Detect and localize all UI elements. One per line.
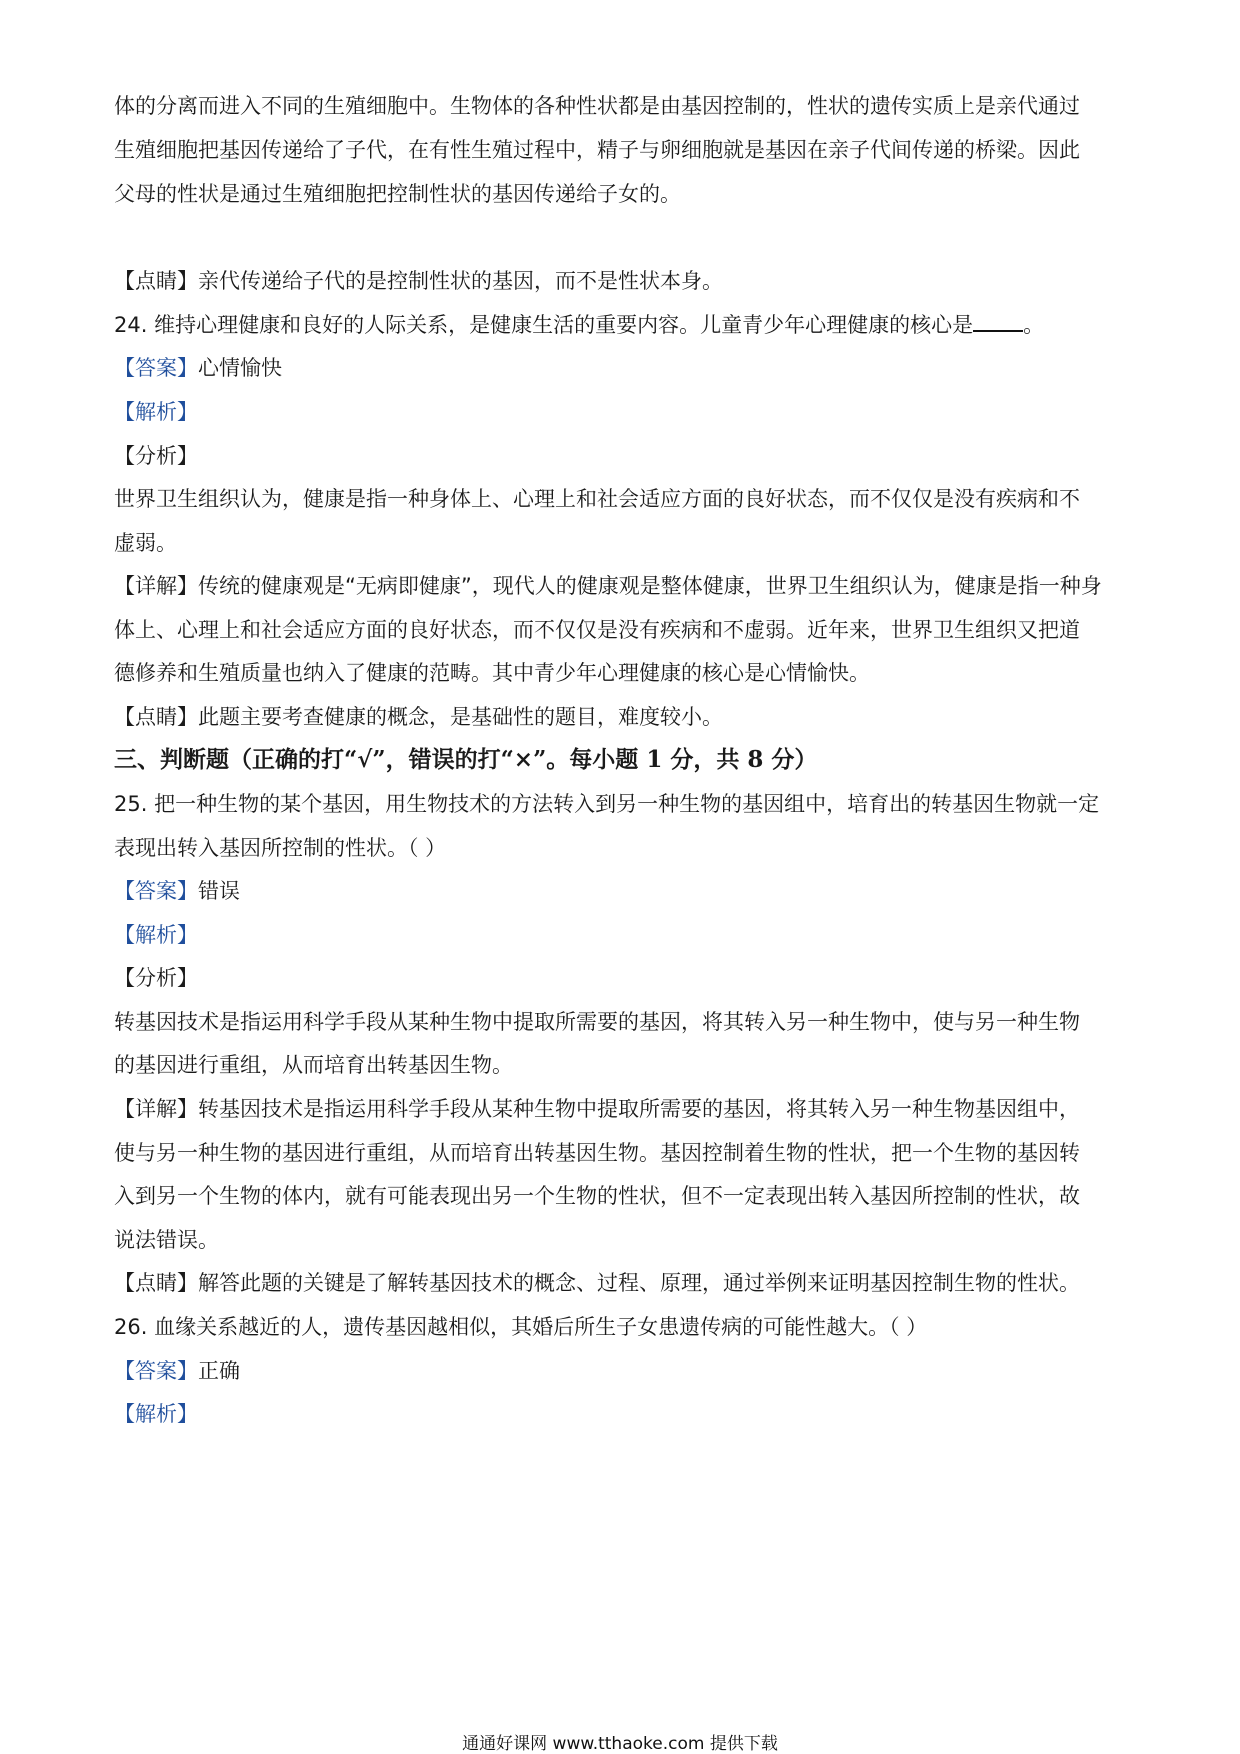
answer-text: 错误 [198, 879, 240, 903]
q25-detail-line-3: 入到另一个生物的体内，就有可能表现出另一个生物的性状，但不一定表现出转入基因所控制的性状，故 [114, 1184, 1080, 1208]
intro-line-1: 体的分离而进入不同的生殖细胞中。生物体的各种性状都是由基因控制的，性状的遗传实质上是亲代通过 [114, 94, 1080, 118]
q24-detail-line-3: 德修养和生殖质量也纳入了健康的范畴。其中青少年心理健康的核心是心情愉快。 [114, 661, 870, 685]
answer-tag: 【答案】 [114, 879, 198, 903]
q25-detail-line-4: 说法错误。 [114, 1228, 219, 1252]
q25-analysis-tag: 【解析】 [114, 923, 198, 947]
answer-blank [973, 312, 1023, 332]
q24-detail-line-2: 体上、心理上和社会适应方面的良好状态，而不仅仅是没有疾病和不虚弱。近年来，世界卫生组织又把道 [114, 618, 1080, 642]
q24-detail-line-1: 【详解】传统的健康观是“无病即健康”，现代人的健康观是整体健康，世界卫生组织认为，健康是指一种身 [114, 574, 1102, 598]
q25-fenxi-line-1: 转基因技术是指运用科学手段从某种生物中提取所需要的基因，将其转入另一种生物中，使与另一种生物 [114, 1010, 1080, 1034]
q23-note: 【点睛】亲代传递给子代的是控制性状的基因，而不是性状本身。 [114, 269, 723, 293]
page-footer: 通通好课网 www.tthaoke.com 提供下载 [462, 1734, 778, 1754]
q25-note: 【点睛】解答此题的关键是了解转基因技术的概念、过程、原理，通过举例来证明基因控制生物的性状。 [114, 1271, 1080, 1295]
answer-tag: 【答案】 [114, 1359, 198, 1383]
q24-question [114, 310, 1129, 340]
q25-answer [114, 876, 1129, 906]
q25-fenxi-tag: 【分析】 [114, 966, 198, 990]
section-3-title: 三、判断题（正确的打“√”，错误的打“×”。每小题 1 分，共 8 分） [114, 746, 818, 773]
q24-question-end: 。 [1023, 313, 1045, 337]
q25-detail-line-2: 使与另一种生物的基因进行重组，从而培育出转基因生物。基因控制着生物的性状，把一个生物的基因转 [114, 1141, 1080, 1165]
q25-fenxi-line-2: 的基因进行重组，从而培育出转基因生物。 [114, 1053, 513, 1077]
intro-line-2: 生殖细胞把基因传递给了子代，在有性生殖过程中，精子与卵细胞就是基因在亲子代间传递的桥梁。因此 [114, 138, 1080, 162]
q26-analysis-tag: 【解析】 [114, 1402, 198, 1426]
q24-analysis-tag: 【解析】 [114, 400, 198, 424]
q26-answer [114, 1356, 1129, 1386]
q26-question: 26. 血缘关系越近的人，遗传基因越相似，其婚后所生子女患遗传病的可能性越大。（ ） [114, 1315, 928, 1339]
q24-question-text: 24. 维持心理健康和良好的人际关系，是健康生活的重要内容。儿童青少年心理健康的核心是 [114, 313, 974, 337]
q25-question-line-2: 表现出转入基因所控制的性状。（ ） [114, 836, 447, 860]
answer-text: 正确 [198, 1359, 240, 1383]
intro-line-3: 父母的性状是通过生殖细胞把控制性状的基因传递给子女的。 [114, 182, 681, 206]
q24-note: 【点睛】此题主要考查健康的概念，是基础性的题目，难度较小。 [114, 705, 723, 729]
answer-tag: 【答案】 [114, 356, 198, 380]
q24-fenxi-tag: 【分析】 [114, 444, 198, 468]
q24-fenxi-line-2: 虚弱。 [114, 531, 177, 555]
q25-detail-line-1: 【详解】转基因技术是指运用科学手段从某种生物中提取所需要的基因，将其转入另一种生物基因组中， [114, 1097, 1080, 1121]
answer-text: 心情愉快 [198, 356, 282, 380]
q24-answer [114, 353, 1129, 383]
q24-fenxi-line-1: 世界卫生组织认为，健康是指一种身体上、心理上和社会适应方面的良好状态，而不仅仅是没有疾病和不 [114, 487, 1080, 511]
q25-question-line-1: 25. 把一种生物的某个基因，用生物技术的方法转入到另一种生物的基因组中，培育出的转基因生物就一定 [114, 792, 1100, 816]
